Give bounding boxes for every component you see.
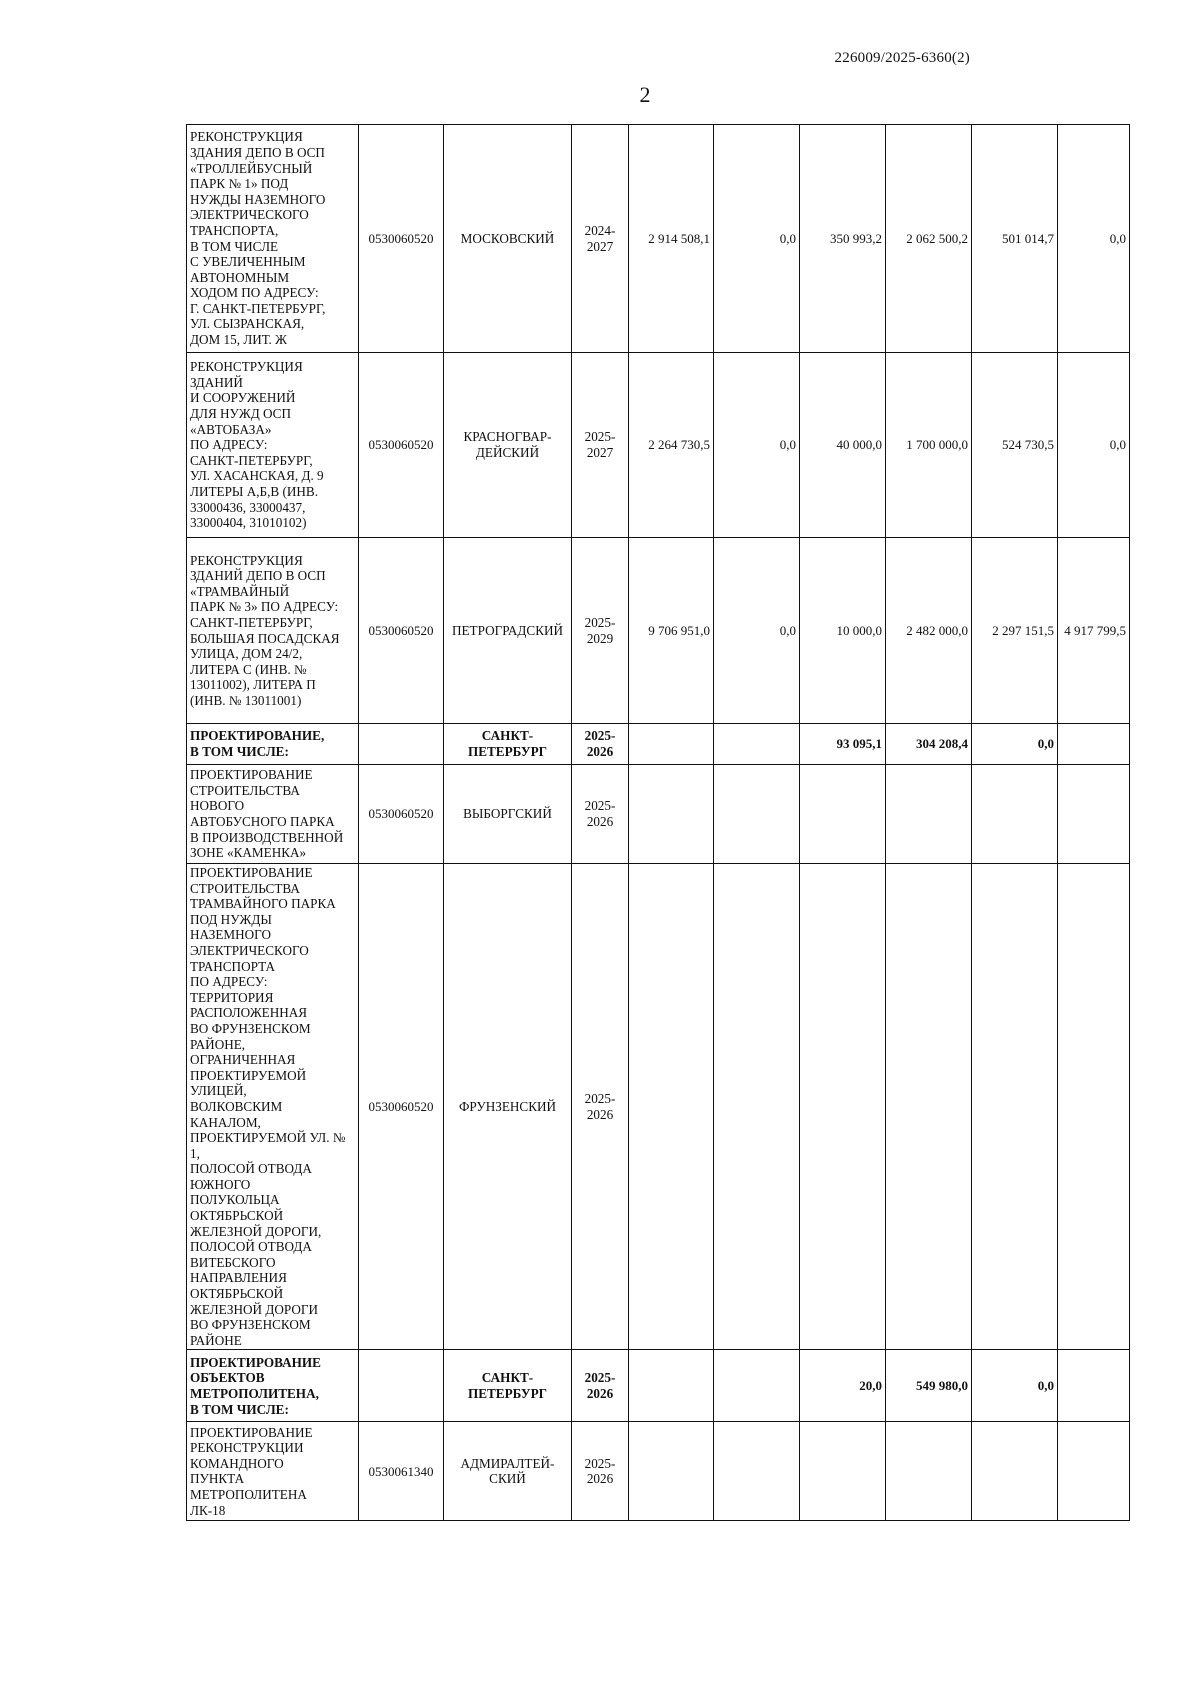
total-cost-cell <box>629 353 714 538</box>
object-name-cell <box>187 1350 359 1422</box>
value-cell-5 <box>972 1422 1058 1521</box>
value-text-5: 0,0 <box>1037 736 1054 752</box>
value-cell-4 <box>886 765 972 864</box>
total-cost-text: 2 914 508,1 <box>648 230 710 246</box>
value-cell-4 <box>886 353 972 538</box>
value-text-3: 350 993,2 <box>830 230 882 246</box>
district-cell <box>444 864 572 1350</box>
district-text: ПЕТРОГРАДСКИЙ <box>451 622 564 638</box>
value-cell-2 <box>714 864 800 1350</box>
value-cell-3 <box>800 1422 886 1521</box>
object-name-text: ПРОЕКТИРОВАНИЕ СТРОИТЕЛЬСТВА ТРАМВАЙНОГО ПАРКА ПОД НУЖДЫ НАЗЕМНОГО ЭЛЕКТРИЧЕСКОГО ТРАНСПОРТА ПО АДРЕСУ: ТЕРРИТОРИЯ РАСПОЛОЖЕННАЯ ВО ФРУНЗЕНСКОМ РАЙОНЕ, ОГРАНИЧЕННАЯ ПРОЕКТИРУЕМОЙ УЛИЦЕЙ, ВОЛКОВСКИМ КАНАЛОМ, ПРОЕКТИРУЕМОЙ УЛ. № 1, ПОЛОСОЙ ОТВОДА ЮЖНОГО ПОЛУКОЛЬЦА ОКТЯБРЬСКОЙ ЖЕЛЕЗНОЙ ДОРОГИ, ПОЛОСОЙ ОТВОДА ВИТЕБСКОГО НАПРАВЛЕНИЯ ОКТЯБРЬСКОЙ ЖЕЛЕЗНОЙ ДОРОГИ ВО ФРУНЗЕНСКОМ РАЙОНЕ <box>190 865 346 1348</box>
term-cell <box>572 864 629 1350</box>
object-name-cell <box>187 765 359 864</box>
object-name-cell <box>187 724 359 765</box>
value-cell-4 <box>886 724 972 765</box>
district-text: ФРУНЗЕНСКИЙ <box>458 1098 557 1114</box>
budget-code-text: 0530060520 <box>368 622 434 638</box>
object-name-cell <box>187 538 359 724</box>
table-row <box>187 538 1130 724</box>
total-cost-cell <box>629 864 714 1350</box>
term-cell <box>572 724 629 765</box>
value-text-5: 524 730,5 <box>1002 437 1054 453</box>
value-text-4: 2 482 000,0 <box>906 622 968 638</box>
value-text-5: 501 014,7 <box>1002 230 1054 246</box>
value-cell-3 <box>800 864 886 1350</box>
term-text: 2025- 2026 <box>584 728 616 759</box>
term-cell <box>572 353 629 538</box>
object-name-cell <box>187 1422 359 1521</box>
total-cost-cell <box>629 1422 714 1521</box>
object-name-text: РЕКОНСТРУКЦИЯ ЗДАНИЯ ДЕПО В ОСП «ТРОЛЛЕЙБУСНЫЙ ПАРК № 1» ПОД НУЖДЫ НАЗЕМНОГО ЭЛЕКТРИЧЕСКОГО ТРАНСПОРТА, В ТОМ ЧИСЛЕ С УВЕЛИЧЕННЫМ АВТОНОМНЫМ ХОДОМ ПО АДРЕСУ: Г. САНКТ-ПЕТЕРБУРГ, УЛ. СЫЗРАНСКАЯ, ДОМ 15, ЛИТ. Ж <box>190 129 326 348</box>
value-cell-6 <box>1058 724 1130 765</box>
value-cell-6 <box>1058 538 1130 724</box>
term-cell <box>572 538 629 724</box>
value-cell-6 <box>1058 864 1130 1350</box>
value-text-3: 40 000,0 <box>836 437 882 453</box>
value-cell-3 <box>800 724 886 765</box>
district-text: МОСКОВСКИЙ <box>460 230 555 246</box>
value-text-3: 20,0 <box>859 1378 882 1394</box>
term-cell <box>572 125 629 353</box>
value-cell-6 <box>1058 353 1130 538</box>
value-text-2: 0,0 <box>779 230 796 246</box>
term-text: 2024- 2027 <box>584 222 616 254</box>
object-name-text: РЕКОНСТРУКЦИЯ ЗДАНИЙ И СООРУЖЕНИЙ ДЛЯ НУЖД ОСП «АВТОБАЗА» ПО АДРЕСУ: САНКТ-ПЕТЕРБУРГ, УЛ. ХАСАНСКАЯ, Д. 9 ЛИТЕРЫ А,Б,В (ИНВ. 33000436, 33000437, 33000404, 31010102) <box>190 359 324 531</box>
value-cell-4 <box>886 125 972 353</box>
district-text: САНКТ- ПЕТЕРБУРГ <box>467 1370 548 1401</box>
summary-row <box>187 1350 1130 1422</box>
budget-code-cell <box>359 353 444 538</box>
budget-code-cell <box>359 125 444 353</box>
district-cell <box>444 1350 572 1422</box>
total-cost-text: 2 264 730,5 <box>648 437 710 453</box>
value-text-4: 1 700 000,0 <box>906 437 968 453</box>
value-text-6: 0,0 <box>1109 230 1126 246</box>
object-name-cell <box>187 353 359 538</box>
table-row <box>187 125 1130 353</box>
district-text: АДМИРАЛТЕЙ- СКИЙ <box>460 1455 555 1487</box>
value-cell-2 <box>714 538 800 724</box>
object-name-text: ПРОЕКТИРОВАНИЕ РЕКОНСТРУКЦИИ КОМАНДНОГО ПУНКТА МЕТРОПОЛИТЕНА ЛК-18 <box>190 1424 313 1518</box>
district-cell <box>444 538 572 724</box>
term-text: 2025- 2027 <box>584 429 616 460</box>
budget-code-text: 0530060520 <box>368 437 434 453</box>
document-registration-number: 226009/2025-6360(2) <box>834 50 970 66</box>
district-cell <box>444 765 572 864</box>
page-number: 2 <box>639 82 651 107</box>
value-cell-3 <box>800 353 886 538</box>
value-cell-5 <box>972 765 1058 864</box>
total-cost-cell <box>629 765 714 864</box>
total-cost-cell <box>629 1350 714 1422</box>
value-cell-6 <box>1058 765 1130 864</box>
value-cell-2 <box>714 765 800 864</box>
object-name-cell <box>187 864 359 1350</box>
term-text: 2025- 2026 <box>584 798 616 829</box>
district-cell <box>444 724 572 765</box>
table-row <box>187 864 1130 1350</box>
value-cell-5 <box>972 724 1058 765</box>
value-cell-2 <box>714 353 800 538</box>
value-text-3: 93 095,1 <box>836 736 882 752</box>
value-text-6: 0,0 <box>1109 437 1126 453</box>
value-cell-5 <box>972 125 1058 353</box>
value-cell-5 <box>972 1350 1058 1422</box>
budget-code-text: 0530060520 <box>368 806 434 822</box>
district-text: САНКТ- ПЕТЕРБУРГ <box>467 728 548 759</box>
budget-code-text: 0530060520 <box>368 1098 434 1114</box>
value-cell-4 <box>886 1350 972 1422</box>
value-text-2: 0,0 <box>779 622 796 638</box>
total-cost-cell <box>629 538 714 724</box>
budget-code-text: 0530061340 <box>368 1463 434 1479</box>
budget-code-cell <box>359 538 444 724</box>
value-cell-3 <box>800 1350 886 1422</box>
value-cell-6 <box>1058 1422 1130 1521</box>
value-text-6: 4 917 799,5 <box>1064 622 1126 638</box>
district-text: КРАСНОГВАР- ДЕЙСКИЙ <box>463 429 552 460</box>
term-cell <box>572 765 629 864</box>
value-cell-3 <box>800 538 886 724</box>
value-cell-4 <box>886 538 972 724</box>
term-text: 2025- 2026 <box>584 1455 616 1487</box>
budget-code-cell <box>359 765 444 864</box>
value-cell-6 <box>1058 125 1130 353</box>
table-row <box>187 765 1130 864</box>
object-name-text: ПРОЕКТИРОВАНИЕ ОБЪЕКТОВ МЕТРОПОЛИТЕНА, В ТОМ ЧИСЛЕ: <box>190 1354 321 1417</box>
budget-table <box>186 124 1130 1521</box>
total-cost-text: 9 706 951,0 <box>648 622 710 638</box>
term-text: 2025- 2026 <box>584 1370 616 1401</box>
value-cell-3 <box>800 765 886 864</box>
summary-row <box>187 724 1130 765</box>
budget-code-cell <box>359 724 444 765</box>
table-row <box>187 1422 1130 1521</box>
value-cell-3 <box>800 125 886 353</box>
total-cost-cell <box>629 724 714 765</box>
value-cell-5 <box>972 353 1058 538</box>
value-text-5: 2 297 151,5 <box>992 622 1054 638</box>
table-body <box>187 125 1130 1521</box>
district-cell <box>444 353 572 538</box>
district-cell <box>444 1422 572 1521</box>
value-cell-5 <box>972 864 1058 1350</box>
budget-code-text: 0530060520 <box>368 230 434 246</box>
value-cell-4 <box>886 864 972 1350</box>
total-cost-cell <box>629 125 714 353</box>
term-cell <box>572 1350 629 1422</box>
budget-code-cell <box>359 864 444 1350</box>
term-text: 2025- 2029 <box>584 614 616 646</box>
object-name-cell <box>187 125 359 353</box>
term-cell <box>572 1422 629 1521</box>
value-cell-2 <box>714 1422 800 1521</box>
object-name-text: ПРОЕКТИРОВАНИЕ, В ТОМ ЧИСЛЕ: <box>190 728 325 759</box>
value-cell-4 <box>886 1422 972 1521</box>
value-cell-2 <box>714 125 800 353</box>
budget-code-cell <box>359 1422 444 1521</box>
value-cell-6 <box>1058 1350 1130 1422</box>
value-text-4: 2 062 500,2 <box>906 230 968 246</box>
value-text-4: 549 980,0 <box>916 1378 968 1394</box>
value-cell-2 <box>714 724 800 765</box>
term-text: 2025- 2026 <box>584 1091 616 1122</box>
value-text-2: 0,0 <box>779 437 796 453</box>
budget-code-cell <box>359 1350 444 1422</box>
value-text-3: 10 000,0 <box>836 622 882 638</box>
value-cell-2 <box>714 1350 800 1422</box>
object-name-text: ПРОЕКТИРОВАНИЕ СТРОИТЕЛЬСТВА НОВОГО АВТОБУСНОГО ПАРКА В ПРОИЗВОДСТВЕННОЙ ЗОНЕ «КАМЕНКА» <box>190 767 344 861</box>
table-row <box>187 353 1130 538</box>
value-cell-5 <box>972 538 1058 724</box>
district-cell <box>444 125 572 353</box>
value-text-4: 304 208,4 <box>916 736 968 752</box>
value-text-5: 0,0 <box>1037 1378 1054 1394</box>
object-name-text: РЕКОНСТРУКЦИЯ ЗДАНИЙ ДЕПО В ОСП «ТРАМВАЙНЫЙ ПАРК № 3» ПО АДРЕСУ: САНКТ-ПЕТЕРБУРГ, БОЛЬШАЯ ПОСАДСКАЯ УЛИЦА, ДОМ 24/2, ЛИТЕРА С (ИНВ. № 13011002), ЛИТЕРА П (ИНВ. № 13011001) <box>190 552 340 708</box>
district-text: ВЫБОРГСКИЙ <box>463 806 552 822</box>
